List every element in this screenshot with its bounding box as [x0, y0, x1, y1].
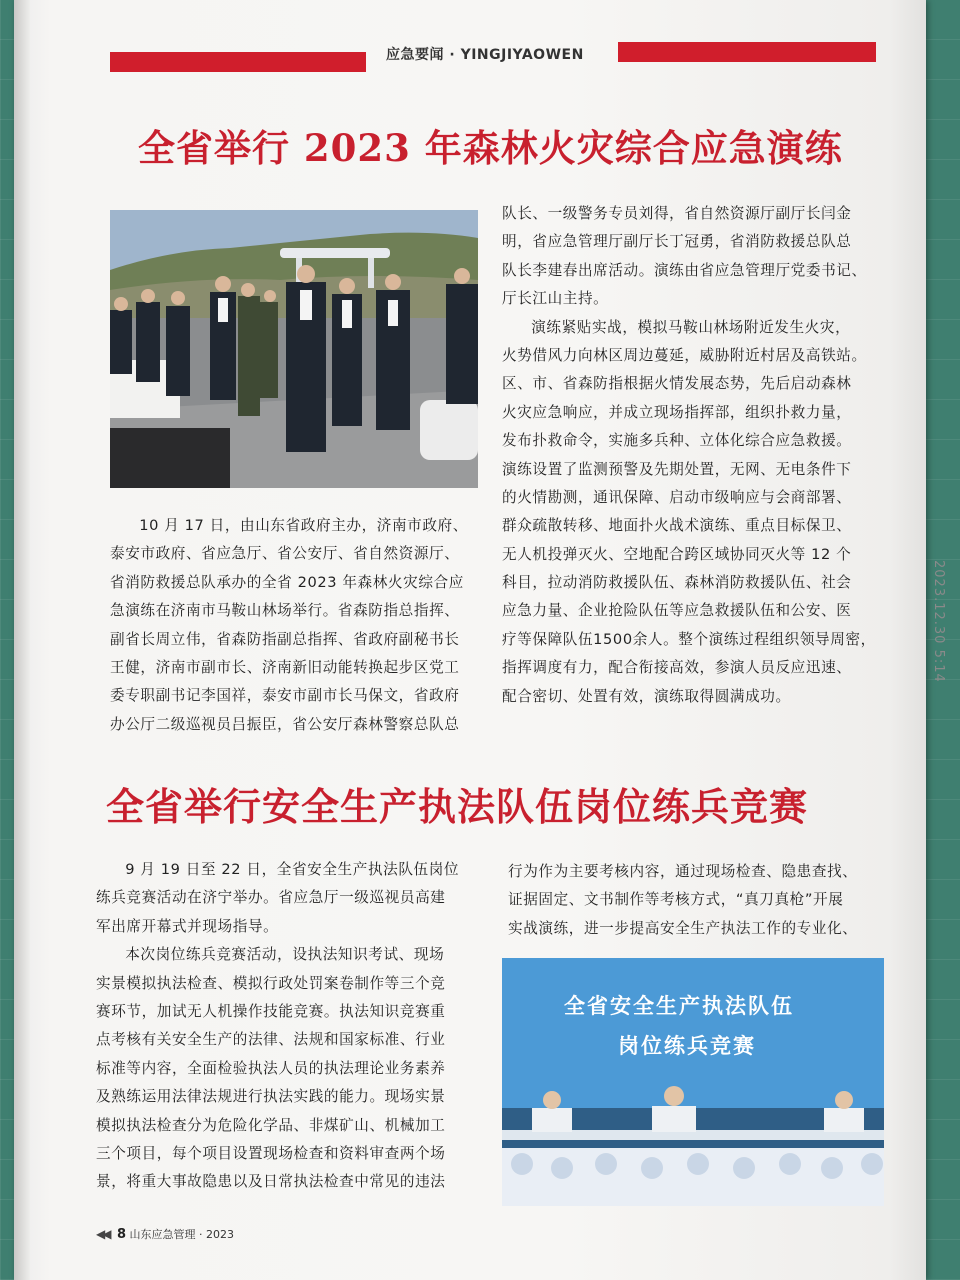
article1-left-line: 泰安市政府、省应急厅、省公安厅、省自然资源厅、 — [110, 545, 460, 563]
article1-right-line: 队长、一级警务专员刘得，省自然资源厅副厅长闫金 — [502, 205, 852, 222]
article1-left-column — [110, 512, 480, 739]
article1-right-line: 群众疏散转移、地面扑火战术演练、重点目标保卫、 — [502, 517, 852, 535]
article2-left-line: 本次岗位练兵竞赛活动，设执法知识考试、现场 — [125, 946, 445, 964]
header-red-bar-right — [618, 42, 876, 62]
slide-title-line1: 全省安全生产执法队伍 — [564, 994, 794, 1018]
article1-right-line: 火灾应急响应，并成立现场指挥部，组织扑救力量， — [502, 403, 852, 421]
article1-right-line: 指挥调度有力，配合衔接高效，参演人员反应迅速、 — [502, 659, 852, 677]
article1-right-line: 演练设置了监测预警及先期处置，无网、无电条件下 — [502, 460, 852, 478]
article1-left-line: 王健，济南市副市长、济南新旧动能转换起步区党工 — [110, 658, 460, 676]
article2-left-line: 标准等内容，全面检验执法人员的执法理论业务素养 — [96, 1059, 446, 1077]
article1-right-line: 配合密切、处置有效，演练取得圆满成功。 — [502, 687, 791, 705]
header-red-bar-left — [110, 52, 366, 72]
article2-left-line: 实景模拟执法检查、模拟行政处罚案卷制作等三个竞 — [96, 974, 446, 992]
article2-headline: 全省举行安全生产执法队伍岗位练兵竞赛 — [106, 784, 809, 829]
article1-right-line: 疗等保障队伍1500余人。整个演练过程组织领导周密， — [502, 630, 876, 648]
page-spine-shadow — [14, 0, 30, 1280]
article1-right-line: 演练紧贴实战，模拟马鞍山林场附近发生火灾， — [531, 318, 851, 336]
article2-left-line: 模拟执法检查分为危险化学品、非煤矿山、机械加工 — [96, 1116, 446, 1134]
article1-left-line: 省消防救援总队承办的全省 2023 年森林火灾综合应 — [110, 573, 464, 591]
competition-opening-photo — [502, 958, 884, 1206]
article1-right-column — [502, 200, 888, 711]
article2-right-line: 实战演练，进一步提高安全生产执法工作的专业化、 — [508, 919, 858, 937]
article2-right-line: 行为作为主要考核内容，通过现场检查、隐患查找、 — [508, 863, 858, 880]
article2-right-column — [508, 858, 892, 943]
article2-left-line: 景，将重大事故隐患以及日常执法检查中常见的违法 — [96, 1173, 446, 1191]
article1-right-line: 区、市、省森防指根据火情发展态势，先后启动森林 — [502, 375, 852, 393]
article2-left-line: 军出席开幕式并现场指导。 — [96, 917, 279, 935]
photo-timestamp-watermark: 2023.12.30 5:14 — [931, 560, 946, 683]
article1-right-line: 应急力量、企业抢险队伍等应急救援队伍和公安、医 — [502, 602, 852, 620]
article2-left-column — [96, 856, 480, 1197]
article1-right-line: 火势借风力向林区周边蔓延，威胁附近村居及高铁站。 — [502, 346, 867, 364]
page-arrow-icon: ◀◀ — [96, 1227, 109, 1241]
page-number: 8 — [116, 1227, 127, 1242]
article1-left-line: 急演练在济南市马鞍山林场举行。省森防指总指挥、 — [110, 602, 460, 620]
article2-left-line: 及熟练运用法律法规进行执法实践的能力。现场实景 — [96, 1088, 446, 1106]
publication-name: 山东应急管理 · 2023 — [129, 1228, 234, 1241]
article1-left-line: 副省长周立伟，省森防指副总指挥、省政府副秘书长 — [110, 630, 460, 648]
page-footer — [96, 1226, 234, 1246]
article1-left-line: 委专职副书记李国祥，泰安市副市长马保文，省政府 — [110, 687, 460, 705]
article2-left-line: 点考核有关安全生产的法律、法规和国家标准、行业 — [96, 1031, 446, 1049]
article1-right-line: 的火情勘测，通讯保障、启动市级响应与会商部署、 — [502, 488, 852, 506]
article2-left-line: 练兵竞赛活动在济宁举办。省应急厅一级巡视员高建 — [96, 889, 446, 907]
article1-right-line: 科目，拉动消防救援队伍、森林消防救援队伍、社会 — [502, 574, 852, 592]
article1-right-line: 明，省应急管理厅副厅长丁冠勇，省消防救援总队总 — [502, 233, 852, 251]
article1-left-line: 办公厅二级巡视员吕振臣，省公安厅森林警察总队总 — [110, 715, 460, 733]
article1-headline: 全省举行 2023 年森林火灾综合应急演练 — [138, 126, 843, 170]
article2-left-line: 赛环节，加试无人机操作技能竞赛。执法知识竞赛重 — [96, 1002, 446, 1020]
section-label: 应急要闻 · YINGJIYAOWEN — [386, 47, 584, 63]
article1-right-line: 厅长江山主持。 — [502, 290, 609, 308]
article2-left-line: 9 月 19 日至 22 日，全省安全生产执法队伍岗位 — [125, 861, 460, 878]
forest-fire-drill-photo — [110, 210, 478, 488]
slide-title-line2: 岗位练兵竞赛 — [618, 1034, 756, 1058]
article1-right-line: 队长李建春出席活动。演练由省应急管理厅党委书记、 — [502, 261, 867, 279]
article1-right-line: 无人机投弹灭火、空地配合跨区域协同灭火等 12 个 — [502, 545, 852, 563]
article2-left-line: 三个项目，每个项目设置现场检查和资料审查两个场 — [96, 1144, 446, 1162]
article1-right-line: 发布扑救命令，实施多兵种、立体化综合应急救援。 — [502, 432, 852, 450]
article2-right-line: 证据固定、文书制作等考核方式，“真刀真枪”开展 — [508, 891, 844, 909]
article1-left-line: 10 月 17 日，由山东省政府主办，济南市政府、 — [139, 517, 468, 534]
